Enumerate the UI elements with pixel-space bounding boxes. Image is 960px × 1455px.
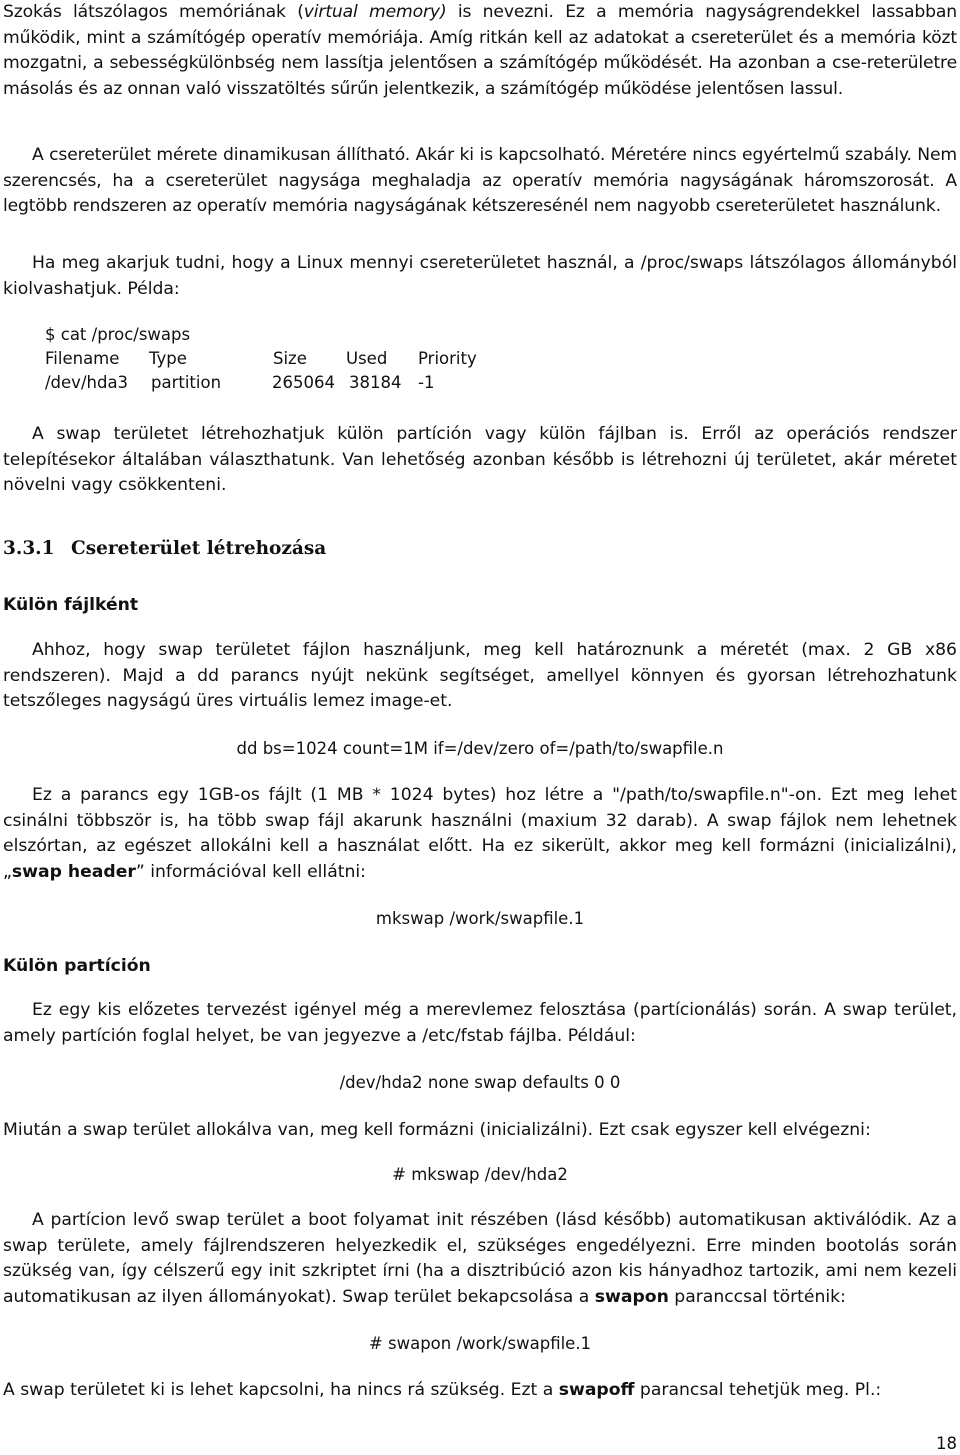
swaps-header-used: Used [346,349,388,368]
partition-paragraph-4: A swap területet ki is lehet kapcsolni, ha nincs rá szükség. Ezt a swapoff parancsal tehetjük meg. Pl.: [3,1380,882,1400]
partition-paragraph-2: Miután a swap terület allokálva van, meg kell formázni (inicializálni). Ezt csak egyszer kell elvégezni: [3,1120,871,1140]
file-subheading: Külön fájlként [3,595,139,615]
partition-paragraph-1: Ez egy kis előzetes tervezést igényel még a merevlemez felosztása (partícionálás) során. A swap terület, amely partíción foglal helyet, be van jegyezve a /etc/fstab fájlba. Például: [3,1000,957,1046]
swaps-cell-priority: -1 [418,373,435,392]
swapoff-term: swapoff [558,1380,635,1400]
section-number: 3.3.1 [3,538,55,559]
partition-subheading: Külön partíción [3,956,151,976]
partition-paragraph-3: A partícion levő swap terület a boot folyamat init részében (lásd később) automatikusan aktiválódik. Az a swap területe, amely fájlrendszeren helyezkedik el, szükséges engedélyezni. Erre minden bootolás során szükség van, így célszerű egy init szkriptet írni (ha a disztribúció azon kis hányadhoz tartozik, ami nem kezeli automatikusan az ilyen állományokat). Swap terület bekapcsolása a swapon paranccsal történik: [3,1210,957,1308]
swaps-header-size: Size [273,349,307,368]
file-paragraph-2: Ez a parancs egy 1GB-os fájlt (1 MB * 1024 bytes) hoz létre a "/path/to/swapfile.n"-on. Ezt meg lehet csinálni többször is, ha több swap fájl akarunk használni (maxium 32 darab). A swap fájlok nem lehetnek elszórtan, az egészet allokálni kell a használat előtt. Ha ez sikerült, akkor meg kell formázni (inicializálni), „swap header” információval kell ellátni: [3,785,957,883]
swapon-command: # swapon /work/swapfile.1 [368,1334,592,1353]
swaps-command: $ cat /proc/swaps [45,325,191,344]
page-number: 18 [936,1434,957,1453]
dd-command: dd bs=1024 count=1M if=/dev/zero of=/path/to/swapfile.n [236,739,724,758]
swaps-header-type: Type [149,349,187,368]
italic-term: virtual memory) [303,2,447,22]
swapon-term: swapon [594,1287,669,1308]
swaps-cell-size: 265064 [272,373,335,392]
swaps-header-priority: Priority [418,349,477,368]
swap-header-term: swap header [11,862,136,883]
swaps-cell-filename: /dev/hda3 [45,373,129,392]
section-title: Csereterület létrehozása [71,538,327,559]
intro-paragraph-3: Ha meg akarjuk tudni, hogy a Linux mennyi csereterületet használ, a /proc/swaps látszólagos állományból kiolvashatjuk. Példa: [3,253,957,299]
intro-paragraph-1: Szokás látszólagos memóriának (virtual memory) is nevezni. Ez a memória nagyságrendekkel lassabban működik, mint a számítógép operatív memóriája. Amíg ritkán kell az adatokat a csereterület és a memória közt mozgatni, a sebességkülönbség nem lassítja jelentősen a számítógép működését. Ha azonban a cse-reterületre másolás és az onnan való visszatöltés sűrűn jelentkezik, a számítógép működése jelentősen lassul. [3,2,958,100]
mkswap-file-command: mkswap /work/swapfile.1 [375,909,585,928]
mkswap-partition-command: # mkswap /dev/hda2 [392,1165,568,1184]
swaps-cell-used: 38184 [349,373,402,392]
swaps-header-filename: Filename [45,349,120,368]
file-paragraph-1: Ahhoz, hogy swap területet fájlon használjunk, meg kell határoznunk a méretét (max. 2 GB x86 rendszeren). Majd a dd parancs nyújt nekünk segítséget, amellyel könnyen és gyorsan létrehozhatunk tetszőleges nagyságú üres virtuális lemez image-et. [3,640,957,712]
swaps-cell-type: partition [151,373,222,392]
intro-paragraph-2: A csereterület mérete dinamikusan állítható. Akár ki is kapcsolható. Méretére nincs egyértelmű szabály. Nem szerencsés, ha a csereterület nagysága meghaladja az operatív memória nagyságának háromszorosát. A legtöbb rendszeren az operatív memória nagyságának kétszeresénél nem nagyobb csereterületet használunk. [3,145,957,217]
fstab-line: /dev/hda2 none swap defaults 0 0 [339,1073,621,1092]
swap-options-paragraph: A swap területet létrehozhatjuk külön partíción vagy külön fájlban is. Erről az operációs rendszer telepítésekor általában választhatunk. Van lehetőség azonban később is létrehozni új területet, akár méretet növelni vagy csökkenteni. [3,424,957,496]
section-heading [3,537,326,561]
